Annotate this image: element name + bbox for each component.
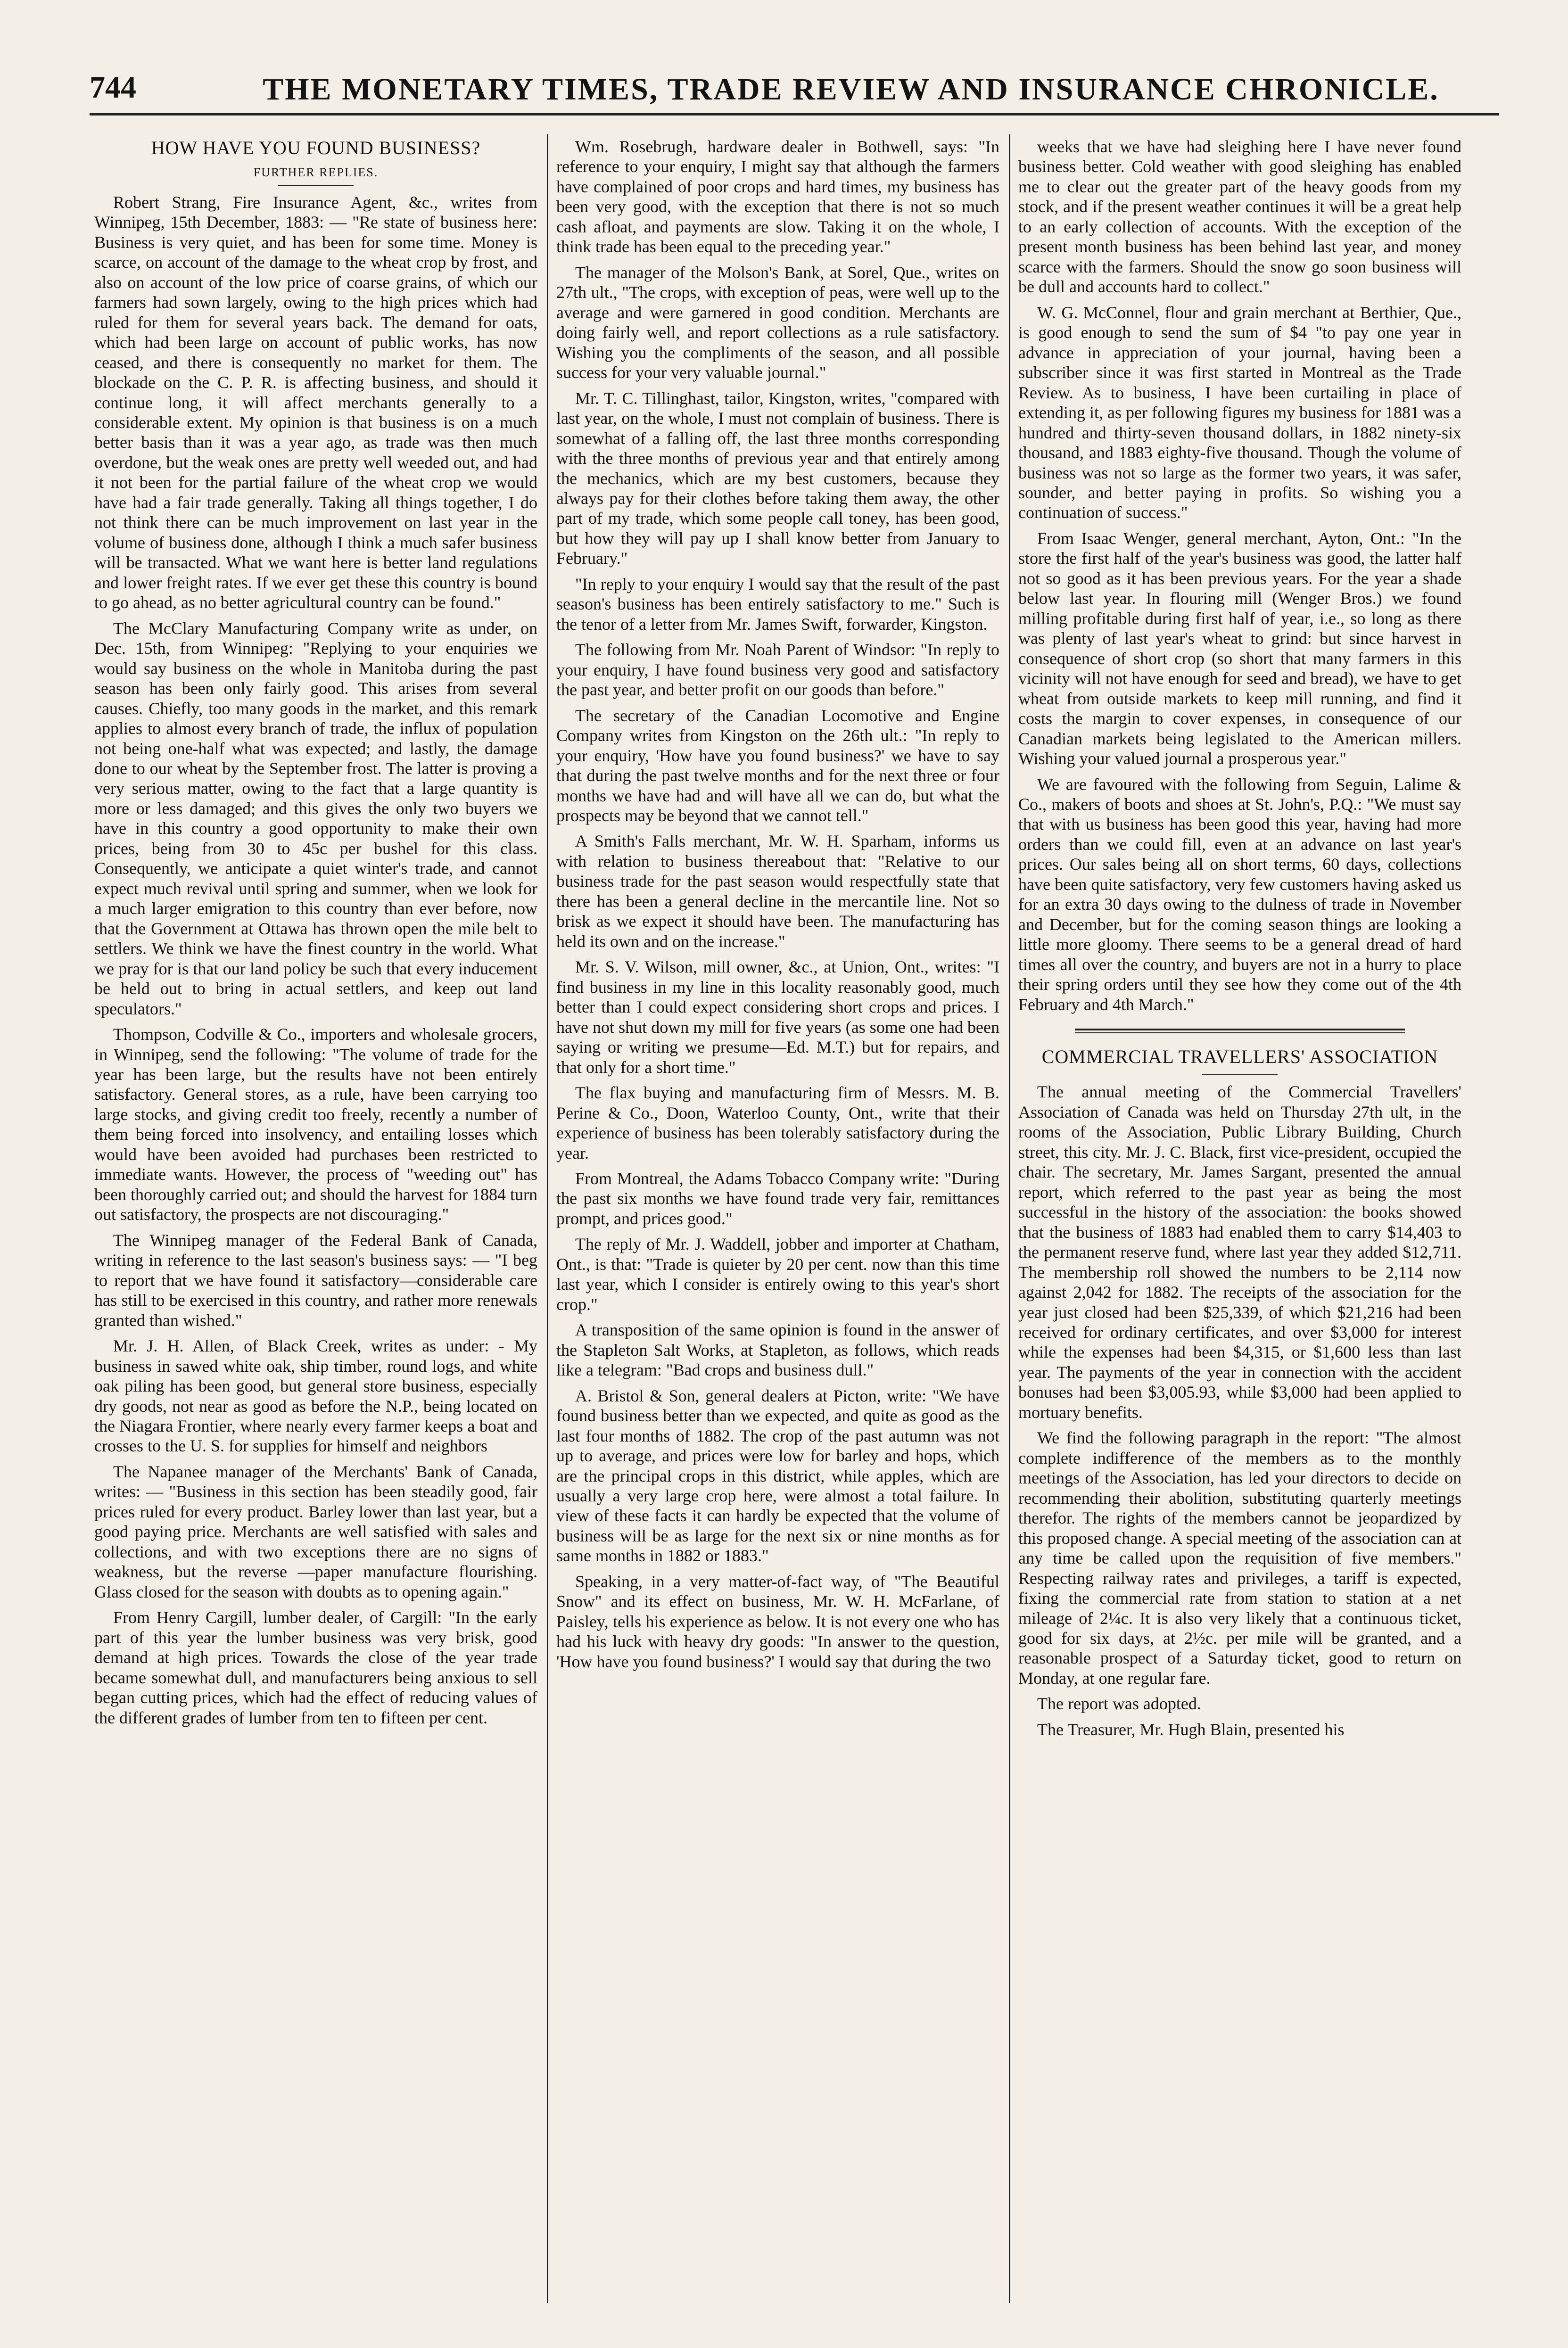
section-divider <box>1075 1029 1405 1033</box>
article-title: COMMERCIAL TRAVELLERS' ASSOCIATION <box>1041 1046 1438 1068</box>
paragraph: We find the following paragraph in the report: "The almost complete indifference of the members as to the monthly meetings of the Association, has led your directors to decide on recommending their abolition, substituting quarterly meetings therefor. The rights of the members cannot be jeopardized by this proposed change. A special meeting of the association can at any time be called upon the requisition of five members." Respecting railway rates and privileges, a tariff is expected, fixing the commercial rate from station to station at a net mileage of 2¼c. It is also very likely that a continuous ticket, good for six days, at 2½c. per mile will be granted, and a reasonable prospect of a Saturday ticket, good to return on Monday, at one regular fare. <box>1018 1428 1461 1688</box>
divider <box>1202 1074 1278 1075</box>
paragraph: The manager of the Molson's Bank, at Sorel, Que., writes on 27th ult., "The crops, with exception of peas, were well up to the average and were garnered in good condition. Merchants are doing fairly well, and report collections as a rule satisfactory. Wishing you the compliments of the season, and all possible success for your very valuable journal." <box>556 263 999 382</box>
paragraph: Wm. Rosebrugh, hardware dealer in Bothwell, says: "In reference to your enquiry, I might say that although the farmers have complained of poor crops and hard times, my business has been very good, with the exception that there is not so much cash afloat, and payments are slow. Taking it on the whole, I think trade has been equal to the preceding year." <box>556 137 999 256</box>
running-title: THE MONETARY TIMES, TRADE REVIEW AND INSURANCE CHRONICLE. <box>263 72 1439 107</box>
paragraph: The report was adopted. <box>1037 1694 1201 1714</box>
paragraph: Speaking, in a very matter-of-fact way, of "The Beautiful Snow" and its effect on business, Mr. W. H. McFarlane, of Paisley, tells his experience as below. It is not every one who has had his luck with heavy dry goods: "In answer to the question, 'How have you found business?' I would say that during the two <box>556 1572 999 1671</box>
column-3 <box>1018 137 1461 2305</box>
article-title: HOW HAVE YOU FOUND BUSINESS? <box>151 137 481 158</box>
paragraph: From Henry Cargill, lumber dealer, of Cargill: "In the early part of this year the lumber business was very brisk, good demand at high prices. Towards the close of the year trade became somewhat dull, and manufacturers being anxious to sell began cutting prices, which had the effect of reducing values of the different grades of lumber from ten to fifteen per cent. <box>94 1608 537 1727</box>
paragraph: The flax buying and manufacturing firm of Messrs. M. B. Perine & Co., Doon, Waterloo County, Ont., write that their experience of business has been tolerably satisfactory during the year. <box>556 1083 999 1162</box>
paragraph: Mr. J. H. Allen, of Black Creek, writes as under: - My business in sawed white oak, ship timber, round logs, and white oak piling has been good, but general store business, especially dry goods, not near as good as before the N.P., being located on the Niagara Frontier, where nearly every farmer keeps a boat and crosses to the U. S. for supplies for himself and neighbors <box>94 1336 537 1456</box>
paragraph: We are favoured with the following from Seguin, Lalime & Co., makers of boots and shoes at St. John's, P.Q.: "We must say that with us business has been good this year, having had more orders than we could fill, even at an advance on last year's prices. Our sales being all on short terms, 60 days, collections have been quite satisfactory, very few customers having asked us for an extra 30 days owing to the dulness of trade in November and December, but for the coming season things are looking a little more gloomy. There seems to be a general dread of hard times all over the country, and buyers are not in a hurry to place their spring orders until they see how they come out of the 4th February and 4th March." <box>1018 774 1461 1014</box>
page-number: 744 <box>90 70 136 105</box>
paragraph: The Napanee manager of the Merchants' Bank of Canada, writes: — "Business in this section has been steadily good, fair prices ruled for every product. Barley lower than last year, but a good paying price. Merchants are well satisfied with sales and collections, and with two exceptions there are no signs of weakness, but the reverse —paper manufacture flourishing. Glass closed for the season with doubts as to opening again." <box>94 1462 537 1601</box>
paragraph: Mr. T. C. Tillinghast, tailor, Kingston, writes, "compared with last year, on the whole, I must not complain of business. There is somewhat of a falling off, the last three months corresponding with the three months of previous year and that entirely among the mechanics, which are my best customers, because they always pay for their clothes before taking them away, the other part of my trade, which some people call toney, has been good, but how they will pay up I shall know better from January to February." <box>556 388 999 568</box>
divider <box>278 185 354 186</box>
paragraph: The Treasurer, Mr. Hugh Blain, presented his <box>1037 1720 1345 1739</box>
paragraph: The following from Mr. Noah Parent of Windsor: "In reply to your enquiry, I have found business very good and satisfactory the past year, and better profit on our goods than before." <box>556 640 999 700</box>
paragraph: "In reply to your enquiry I would say that the result of the past season's business has been entirely satisfactory to me." Such is the tenor of a letter from Mr. James Swift, forwarder, Kingston. <box>556 574 999 634</box>
column-rule <box>1009 134 1010 2303</box>
paragraph: From Montreal, the Adams Tobacco Company write: "During the past six months we have found trade very fair, remittances prompt, and prices good." <box>556 1169 999 1228</box>
paragraph: W. G. McConnel, flour and grain merchant at Berthier, Que., is good enough to send the sum of $4 "to pay one year in advance in appreciation of your journal, having been a subscriber since it was first started in Montreal as the Trade Review. As to business, I have been curtailing in place of extending it, as per following figures my business for 1881 was a hundred and thirty-seven thousand dollars, in 1882 ninety-six thousand, and 1883 eighty-five thousand. Though the volume of business was not so large as the former two years, it was safer, sounder, and better paying in profits. So wishing you a continuation of success." <box>1018 303 1461 522</box>
paragraph: From Isaac Wenger, general merchant, Ayton, Ont.: "In the store the first half of the year's business was good, the latter half not so good as it has been previous years. For the year a shade below last year. In flouring mill (Wenger Bros.) we found milling profitable during first half of year, i.e., so long as there was plenty of last year's wheat to grind: but since harvest in consequence of short crop (so short that many farmers in this vicinity will not have enough for seed and bread), we have to get wheat from outside markets to keep mill running, and find it costs the margin to cover expenses, in consequence of our Canadian markets being legislated to the American millers. Wishing your valued journal a prosperous year." <box>1018 528 1461 768</box>
paragraph: A transposition of the same opinion is found in the answer of the Stapleton Salt Works, at Stapleton, as follows, which reads like a telegram: "Bad crops and business dull." <box>556 1320 999 1380</box>
page-header <box>90 61 1499 115</box>
paragraph: A Smith's Falls merchant, Mr. W. H. Sparham, informs us with relation to business thereabout that: "Relative to our business trade for the past season would respectfully state that there has been a general decline in the mercantile line. Not so brisk as we expect it should have been. The manufacturing has held its own and on the increase." <box>556 832 999 951</box>
paragraph: weeks that we have had sleighing here I have never found business better. Cold weather with good sleighing has enabled me to clear out the greater part of the heavy goods from my stock, and if the present weather continues it will be a great help to an early collection of accounts. With the exception of the present month business has been behind last year, and money scarce with the farmers. Should the snow go soon business will be dull and accounts hard to collect." <box>1018 137 1461 297</box>
paragraph: The McClary Manufacturing Company write as under, on Dec. 15th, from Winnipeg: "Replying to your enquiries we would say business on the whole in Manitoba during the past season has been only fairly good. This arises from several causes. Chiefly, too many goods in the market, and this remark applies to almost every branch of trade, the influx of population not being one-half what was expected; and lastly, the damage done to our wheat by the September frost. The latter is proving a very serious matter, owing to the fact that a large quantity is more or less damaged; and this gives the only two buyers we have in this country a good opportunity to make their own prices, being from 30 to 45c per bushel for this class. Consequently, we anticipate a quiet winter's trade, and cannot expect much revival until spring and summer, when we look for a much larger emigration to this country than ever before, now that the Government at Ottawa has thrown open the mile belt to settlers. We think we have the finest country in the world. What we pray for is that our land policy be such that every inducement be held out to bring in actual settlers, and keep out land speculators." <box>94 618 537 1018</box>
paragraph: Robert Strang, Fire Insurance Agent, &c., writes from Winnipeg, 15th December, 1883: — "Re state of business here: Business is very quiet, and has been for some time. Money is scarce, on account of the damage to the wheat crop by frost, and also on account of the low price of coarse grains, of which our farmers had sown largely, owing to the high prices which had ruled for them for several years back. The demand for oats, which had been large on account of public works, has now ceased, and there is consequently no market for them. The blockade on the C. P. R. is affecting business, and should it continue long, it will affect merchants generally to a considerable extent. My opinion is that business is on a much better basis than it was a year ago, as trade was then much overdone, but the weak ones are pretty well weeded out, and had it not been for the partial failure of the wheat crop we would have had a fair trade generally. Taking all things together, I do not think there can be much improvement on last year in the volume of business done, although I think a much safer business will be transacted. What we want here is better land regulations and lower freight rates. If we ever get these this country is bound to go ahead, as no better agricultural country can be found." <box>94 192 537 612</box>
column-2 <box>556 137 999 2305</box>
column-rule <box>547 134 548 2303</box>
paragraph: The secretary of the Canadian Locomotive and Engine Company writes from Kingston on the 26th ult.: "In reply to your enquiry, 'How have you found business?' we have to say that during the past twelve months and for the next three or four months we have had and will have all we can do, but what the prospects may be beyond that we cannot tell." <box>556 706 999 825</box>
paragraph: The Winnipeg manager of the Federal Bank of Canada, writing in reference to the last season's business says: — "I beg to report that we have found it satisfactory—considerable care has still to be exercised in this country, and rather more renewals granted than wished." <box>94 1230 537 1330</box>
paragraph: The annual meeting of the Commercial Travellers' Association of Canada was held on Thursday 27th ult, in the rooms of the Association, Public Library Building, Church street, this city. Mr. J. C. Black, first vice-president, occupied the chair. The secretary, Mr. James Sargant, presented the annual report, which referred to the past year as being the most successful in the history of the association: the books showed that the business of 1883 had enabled them to carry $14,403 to the permanent reserve fund, where last year they added $12,711. The membership roll showed the numbers to be 2,114 now against 2,042 for 1882. The receipts of the association for the year just closed had been $25,339, of which $21,216 had been received for ordinary certificates, and over $3,000 for interest while the expenses had been $4,315, or $1,600 less than last year. The payments of the year in connection with the accident bonuses had been $3,005.93, while $3,000 had been applied to mortuary benefits. <box>1018 1082 1461 1422</box>
paragraph: The reply of Mr. J. Waddell, jobber and importer at Chatham, Ont., is that: "Trade is quieter by 20 per cent. now than this time last year, which I consider is entirely owing to this year's short crop." <box>556 1235 999 1314</box>
column-1 <box>94 137 537 2305</box>
paragraph: A. Bristol & Son, general dealers at Picton, write: "We have found business better than we expected, and quite as good as the last four months of 1882. The crop of the past autumn was not up to average, and prices were low for barley and hops, which are the principal crops in this district, while apples, which are usually a very large crop here, were almost a total failure. In view of these facts it can hardly be expected that the volume of business will be as large for the next six or nine months as for same months in 1882 or 1883." <box>556 1386 999 1565</box>
paragraph: Thompson, Codville & Co., importers and wholesale grocers, in Winnipeg, send the following: "The volume of trade for the year has been large, but the results have not been entirely satisfactory. General stores, as a rule, have been carrying too large stocks, and giving credit too freely, recently a number of them being forced into insolvency, and entailing losses which would have been avoided had purchases been restricted to immediate wants. However, the process of "weeding out" has been thoroughly carried out; and should the harvest for 1884 turn out satisfactory, the prospects are not discouraging." <box>94 1025 537 1224</box>
paragraph: Mr. S. V. Wilson, mill owner, &c., at Union, Ont., writes: "I find business in my line in this locality reasonably good, much better than I could expect considering short crops and prices. I have not shut down my mill for five years (as some one had been saying or writing we presume—Ed. M.T.) but for repairs, and that only for a short time." <box>556 957 999 1077</box>
article-subtitle: FURTHER REPLIES. <box>253 165 379 180</box>
